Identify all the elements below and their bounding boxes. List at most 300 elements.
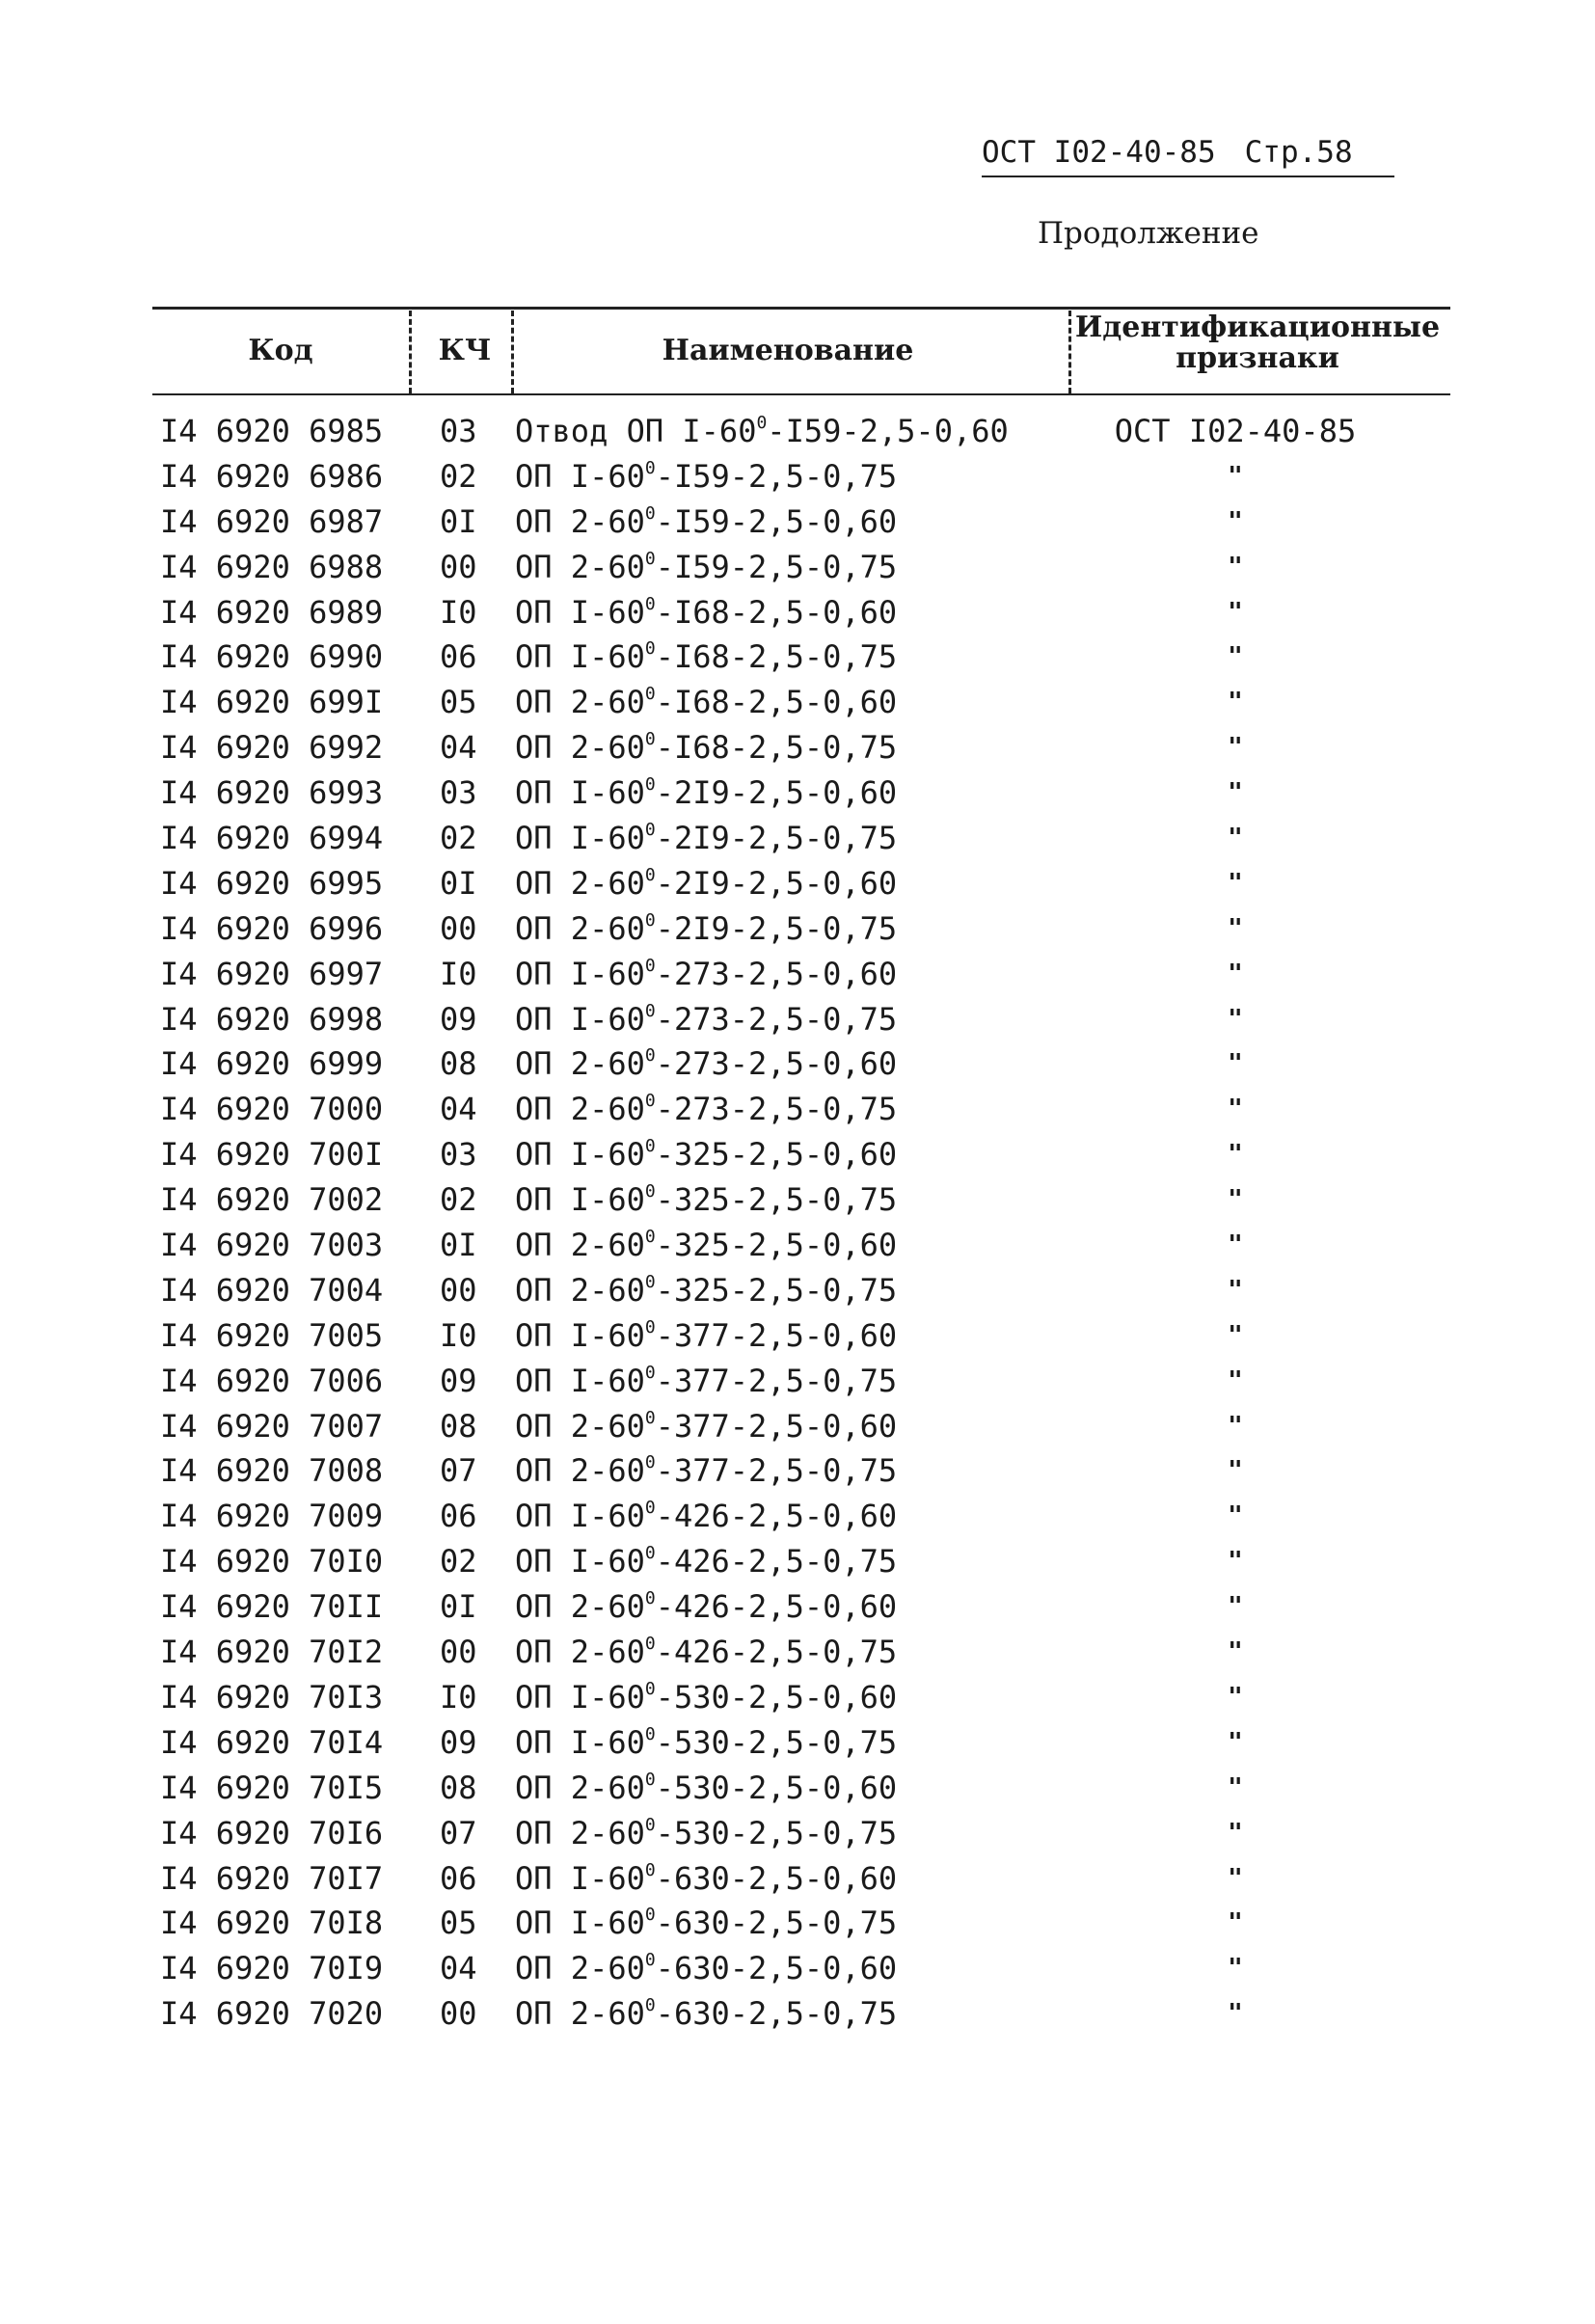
kch-cell: 02 [440,820,477,857]
ditto-mark: " [1228,1501,1243,1531]
name-suffix: -273-2,5-0,75 [655,1091,898,1128]
column-header-code: Код [248,334,313,367]
name-prefix: ОП 2-60 [515,1814,645,1851]
code-cell: I4 6920 6998 [160,1000,384,1038]
degree-mark: 0 [644,820,656,841]
degree-mark: 0 [644,1362,656,1383]
name-prefix: ОП 2-60 [515,1588,645,1626]
name-prefix: ОП I-60 [515,1000,645,1038]
table-row [160,1494,1452,1539]
name-prefix: ОП 2-60 [515,729,645,767]
degree-mark: 0 [644,1136,656,1157]
table-row [160,816,1452,861]
degree-mark: 0 [644,909,656,931]
kch-cell: 05 [440,1905,477,1942]
degree-mark: 0 [644,1227,656,1248]
name-suffix: -I68-2,5-0,60 [655,593,898,631]
kch-cell: 09 [440,1723,477,1761]
ditto-mark: " [1228,1592,1243,1622]
ditto-mark: " [1228,959,1243,988]
name-cell [515,1584,897,1629]
table-row [160,680,1452,725]
degree-mark: 0 [644,1543,656,1564]
table-row [160,1404,1452,1449]
kch-cell: 02 [440,1181,477,1219]
degree-mark: 0 [644,1091,656,1112]
name-cell [515,1448,897,1493]
name-prefix: ОП 2-60 [515,1407,645,1445]
degree-mark: 0 [644,1000,656,1021]
name-prefix: ОП 2-60 [515,502,645,540]
kch-cell: 0I [440,1588,477,1626]
ditto-mark: " [1228,1411,1243,1441]
kch-cell: 0I [440,864,477,902]
name-cell [515,1766,897,1810]
degree-mark: 0 [644,774,656,796]
code-cell: I4 6920 6992 [160,729,384,767]
kch-cell: 06 [440,1498,477,1535]
name-suffix: -273-2,5-0,75 [655,1000,898,1038]
name-cell [515,1811,897,1855]
name-cell [515,635,897,679]
code-cell: I4 6920 6997 [160,955,384,992]
kch-cell: 03 [440,413,477,449]
name-suffix: -325-2,5-0,60 [655,1136,898,1174]
name-cell [515,1720,897,1765]
code-cell: I4 6920 6987 [160,502,384,540]
name-prefix: ОП I-60 [515,1723,645,1761]
table-row [160,1811,1452,1856]
name-prefix: ОП I-60 [515,593,645,631]
name-suffix: -630-2,5-0,75 [655,1905,898,1942]
kch-cell: 07 [440,1814,477,1851]
table-row [160,1720,1452,1766]
degree-mark: 0 [644,1859,656,1880]
kch-cell: 07 [440,1452,477,1490]
ditto-mark: " [1228,506,1243,536]
kch-cell: 04 [440,1091,477,1128]
name-cell [515,500,897,544]
ditto-mark: " [1228,778,1243,808]
column-header-ident: Идентификационные признаки [1074,311,1441,375]
name-cell [515,454,897,499]
table-row [160,545,1452,590]
name-prefix: Отвод ОП I-60 [515,413,757,449]
name-cell [515,1041,897,1086]
table-row [160,725,1452,770]
name-cell [515,1991,897,2036]
degree-mark: 0 [644,1814,656,1835]
degree-mark: 0 [644,1950,656,1971]
degree-mark: 0 [644,1634,656,1655]
degree-mark: 0 [644,684,656,705]
name-suffix: -I68-2,5-0,75 [655,729,898,767]
degree-mark: 0 [644,1905,656,1926]
name-cell [515,1132,897,1176]
kch-cell: 02 [440,457,477,495]
code-cell: I4 6920 6995 [160,864,384,902]
degree-mark: 0 [644,1498,656,1519]
degree-mark: 0 [644,1316,656,1338]
ditto-mark: " [1228,1320,1243,1350]
name-prefix: ОП I-60 [515,1543,645,1581]
kch-cell: 09 [440,1362,477,1399]
table-row [160,635,1452,680]
continuation-label: Продолжение [1038,216,1259,251]
name-prefix: ОП 2-60 [515,1634,645,1671]
ditto-mark: " [1228,1547,1243,1577]
name-suffix: -630-2,5-0,60 [655,1950,898,1987]
name-cell [515,861,897,905]
degree-mark: 0 [644,1045,656,1067]
ditto-mark: " [1228,1049,1243,1079]
table-top-rule [152,307,1450,310]
code-cell: I4 6920 6988 [160,548,384,585]
name-prefix: ОП 2-60 [515,1227,645,1264]
code-cell: I4 6920 7003 [160,1227,384,1264]
name-suffix: -377-2,5-0,75 [655,1452,898,1490]
name-prefix: ОП 2-60 [515,1769,645,1806]
name-cell [515,590,897,635]
table-row [160,1766,1452,1811]
name-suffix: -325-2,5-0,75 [655,1181,898,1219]
degree-mark: 0 [644,729,656,750]
ditto-mark: " [1228,1365,1243,1395]
name-suffix: -426-2,5-0,75 [655,1543,898,1581]
name-cell [515,1177,897,1222]
name-prefix: ОП I-60 [515,1362,645,1399]
ditto-mark: " [1228,688,1243,717]
ditto-mark: " [1228,642,1243,672]
table-row [160,590,1452,635]
name-prefix: ОП 2-60 [515,909,645,947]
name-prefix: ОП I-60 [515,1859,645,1897]
name-suffix: -I59-2,5-0,60 [767,413,1009,449]
ditto-mark: " [1228,1185,1243,1215]
name-prefix: ОП I-60 [515,1678,645,1716]
table-header-rule [152,393,1450,395]
document-number: ОСТ I02-40-85 [982,135,1216,170]
ditto-mark: " [1228,1682,1243,1712]
name-suffix: -I59-2,5-0,75 [655,457,898,495]
kch-cell: 00 [440,1271,477,1309]
name-suffix: -426-2,5-0,60 [655,1588,898,1626]
name-suffix: -426-2,5-0,60 [655,1498,898,1535]
ditto-mark: " [1228,868,1243,898]
code-cell: I4 6920 70I2 [160,1634,384,1671]
code-cell: I4 6920 7007 [160,1407,384,1445]
kch-cell: 09 [440,1000,477,1038]
table-row [160,1177,1452,1223]
name-cell [515,906,897,951]
name-cell [515,952,897,996]
column-header-name: Наименование [662,334,914,367]
ditto-mark: " [1228,1818,1243,1848]
name-cell [515,1268,897,1312]
code-cell: I4 6920 70I9 [160,1950,384,1987]
code-cell: I4 6920 7009 [160,1498,384,1535]
code-cell: I4 6920 6990 [160,638,384,676]
ditto-mark: " [1228,552,1243,581]
kch-cell: I0 [440,1678,477,1716]
code-cell: I4 6920 6994 [160,820,384,857]
name-suffix: -2I9-2,5-0,60 [655,864,898,902]
table-row [160,1448,1452,1494]
code-cell: I4 6920 70I5 [160,1769,384,1806]
code-cell: I4 6920 6986 [160,457,384,495]
name-prefix: ОП 2-60 [515,1950,645,1987]
ditto-mark: " [1228,461,1243,491]
ditto-mark: " [1228,1908,1243,1938]
degree-mark: 0 [644,1678,656,1699]
code-cell: I4 6920 6999 [160,1045,384,1083]
kch-cell: 03 [440,774,477,812]
name-suffix: -I68-2,5-0,75 [655,638,898,676]
name-prefix: ОП 2-60 [515,684,645,721]
name-cell [515,1901,897,1945]
name-suffix: -377-2,5-0,60 [655,1316,898,1354]
table-row [160,1268,1452,1313]
ditto-mark: " [1228,733,1243,763]
degree-mark: 0 [644,1407,656,1428]
kch-cell: 08 [440,1045,477,1083]
kch-cell: 02 [440,1543,477,1581]
kch-cell: I0 [440,955,477,992]
ditto-mark: " [1228,1772,1243,1802]
name-suffix: -I59-2,5-0,75 [655,548,898,585]
name-prefix: ОП I-60 [515,1136,645,1174]
table-row [160,861,1452,906]
ditto-mark: " [1228,1954,1243,1984]
name-suffix: -325-2,5-0,75 [655,1271,898,1309]
name-suffix: -2I9-2,5-0,60 [655,774,898,812]
name-prefix: ОП 2-60 [515,1452,645,1490]
name-cell [515,1539,897,1583]
kch-cell: 03 [440,1136,477,1174]
ditto-mark: " [1228,913,1243,943]
code-cell: I4 6920 7000 [160,1091,384,1128]
code-cell: I4 6920 70I8 [160,1905,384,1942]
table-row [160,1313,1452,1359]
name-cell [515,1675,897,1719]
name-cell [515,1630,897,1674]
kch-cell: 00 [440,548,477,585]
table-row [160,1630,1452,1675]
column-divider [409,311,412,393]
name-cell [515,997,897,1041]
name-cell [515,1494,897,1538]
degree-mark: 0 [644,548,656,569]
ditto-mark: " [1228,1094,1243,1124]
ditto-mark: " [1228,1637,1243,1667]
code-cell: I4 6920 70I4 [160,1723,384,1761]
name-cell [515,1856,897,1901]
code-cell: I4 6920 7002 [160,1181,384,1219]
name-suffix: -530-2,5-0,60 [655,1769,898,1806]
kch-cell: 08 [440,1407,477,1445]
ditto-mark: " [1228,1456,1243,1486]
name-suffix: -I68-2,5-0,60 [655,684,898,721]
table-row [160,1223,1452,1268]
table-row [160,1991,1452,2037]
kch-cell: I0 [440,593,477,631]
degree-mark: 0 [644,457,656,478]
kch-cell: 05 [440,684,477,721]
table-row [160,906,1452,952]
table-row [160,1359,1452,1404]
name-suffix: -273-2,5-0,60 [655,1045,898,1083]
degree-mark: 0 [644,638,656,660]
page-header [982,133,1394,177]
name-prefix: ОП I-60 [515,1181,645,1219]
code-cell: I4 6920 6985 [160,413,384,449]
ditto-mark: " [1228,1140,1243,1170]
name-cell [515,680,897,724]
table-row [160,1584,1452,1630]
name-suffix: -377-2,5-0,60 [655,1407,898,1445]
ditto-mark: " [1228,1230,1243,1260]
kch-cell: 04 [440,729,477,767]
name-prefix: ОП I-60 [515,774,645,812]
table-row [160,1041,1452,1087]
degree-mark: 0 [644,593,656,614]
code-cell: I4 6920 70I3 [160,1678,384,1716]
name-suffix: -630-2,5-0,75 [655,1995,898,2033]
table-row [160,1539,1452,1584]
kch-cell: 00 [440,909,477,947]
name-suffix: -530-2,5-0,60 [655,1678,898,1716]
kch-cell: 06 [440,638,477,676]
degree-mark: 0 [644,1181,656,1203]
degree-mark: 0 [644,1271,656,1292]
name-prefix: ОП I-60 [515,1498,645,1535]
degree-mark: 0 [644,502,656,524]
name-suffix: -530-2,5-0,75 [655,1814,898,1851]
code-cell: I4 6920 700I [160,1136,384,1174]
kch-cell: 04 [440,1950,477,1987]
name-cell [515,725,897,770]
name-cell [515,545,897,589]
name-suffix: -325-2,5-0,60 [655,1227,898,1264]
code-cell: I4 6920 70I0 [160,1543,384,1581]
name-prefix: ОП I-60 [515,820,645,857]
name-prefix: ОП I-60 [515,1905,645,1942]
kch-cell: 00 [440,1634,477,1671]
table-row [160,1132,1452,1177]
code-cell: I4 6920 6996 [160,909,384,947]
kch-cell: 00 [440,1995,477,2033]
ditto-mark: " [1228,1863,1243,1893]
name-cell [515,409,1009,453]
code-cell: I4 6920 7006 [160,1362,384,1399]
name-prefix: ОП 2-60 [515,864,645,902]
kch-cell: 0I [440,502,477,540]
name-suffix: -I59-2,5-0,60 [655,502,898,540]
table-row [160,770,1452,816]
kch-cell: 0I [440,1227,477,1264]
name-prefix: ОП 2-60 [515,1091,645,1128]
ditto-mark: " [1228,1999,1243,2029]
kch-cell: 08 [440,1769,477,1806]
name-cell [515,1946,897,1990]
degree-mark: 0 [756,413,768,433]
table-row [160,1901,1452,1946]
kch-cell: I0 [440,1316,477,1354]
degree-mark: 0 [644,955,656,976]
code-cell: I4 6920 6989 [160,593,384,631]
name-cell [515,816,897,860]
table-row [160,1087,1452,1132]
ditto-mark: " [1228,824,1243,853]
ditto-mark: " [1228,1727,1243,1757]
ident-cell: ОСТ I02-40-85 [1114,413,1357,449]
column-header-kch: КЧ [438,334,492,367]
ditto-mark: " [1228,1004,1243,1034]
table-row [160,1856,1452,1902]
code-cell: I4 6920 7005 [160,1316,384,1354]
name-prefix: ОП I-60 [515,638,645,676]
name-cell [515,1359,897,1403]
table-row [160,997,1452,1042]
name-prefix: ОП 2-60 [515,1271,645,1309]
name-prefix: ОП 2-60 [515,548,645,585]
name-suffix: -530-2,5-0,75 [655,1723,898,1761]
table-row [160,454,1452,500]
table-row [160,1946,1452,1991]
degree-mark: 0 [644,1723,656,1744]
ditto-mark: " [1228,597,1243,627]
code-cell: I4 6920 7008 [160,1452,384,1490]
name-cell [515,1087,897,1131]
table-row [160,500,1452,545]
name-prefix: ОП I-60 [515,955,645,992]
name-prefix: ОП 2-60 [515,1995,645,2033]
code-cell: I4 6920 7004 [160,1271,384,1309]
name-prefix: ОП 2-60 [515,1045,645,1083]
name-suffix: -2I9-2,5-0,75 [655,909,898,947]
name-cell [515,770,897,815]
table-row [160,409,1452,454]
degree-mark: 0 [644,1588,656,1609]
code-cell: I4 6920 6993 [160,774,384,812]
table-body [160,409,1452,2037]
name-cell [515,1404,897,1448]
table-row [160,1675,1452,1720]
degree-mark: 0 [644,1769,656,1790]
table-row [160,952,1452,997]
name-suffix: -377-2,5-0,75 [655,1362,898,1399]
name-suffix: -426-2,5-0,75 [655,1634,898,1671]
ditto-mark: " [1228,1275,1243,1305]
degree-mark: 0 [644,1452,656,1473]
name-prefix: ОП I-60 [515,457,645,495]
code-cell: I4 6920 699I [160,684,384,721]
code-cell: I4 6920 70I6 [160,1814,384,1851]
code-cell: I4 6920 70II [160,1588,384,1626]
code-cell: I4 6920 7020 [160,1995,384,2033]
name-cell [515,1313,897,1358]
name-suffix: -2I9-2,5-0,75 [655,820,898,857]
degree-mark: 0 [644,864,656,885]
kch-cell: 06 [440,1859,477,1897]
name-prefix: ОП I-60 [515,1316,645,1354]
name-cell [515,1223,897,1267]
code-cell: I4 6920 70I7 [160,1859,384,1897]
page-number: Стр.58 [1244,135,1353,170]
degree-mark: 0 [644,1995,656,2016]
name-suffix: -630-2,5-0,60 [655,1859,898,1897]
name-suffix: -273-2,5-0,60 [655,955,898,992]
